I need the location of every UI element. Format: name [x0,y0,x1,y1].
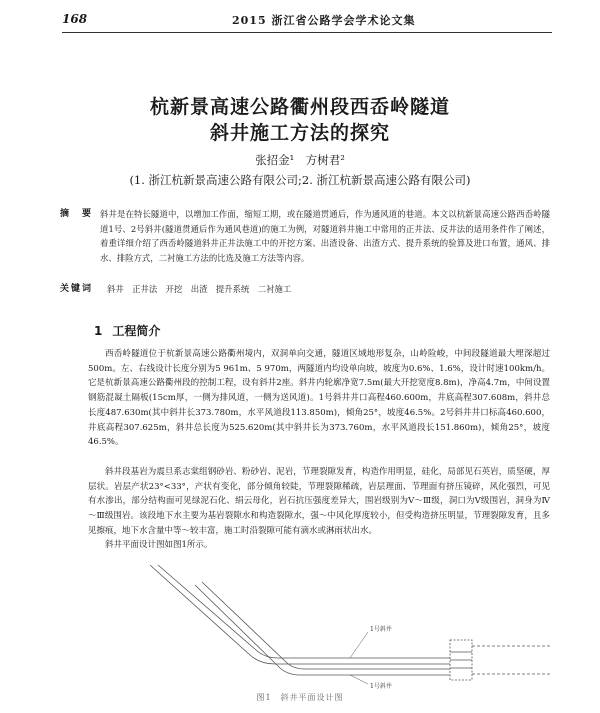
keywords-text: 斜井 正井法 开挖 出渣 提升系统 二衬施工 [107,284,292,294]
abstract-label: 摘 要 [60,209,94,219]
section-heading [94,322,160,339]
section-number: 1 [94,324,103,338]
abstract-block [60,207,550,266]
affiliations: (1. 浙江杭新景高速公路有限公司;2. 浙江杭新景高速公路有限公司) [129,173,471,187]
section-title: 工程简介 [112,324,161,338]
inclined-shaft-plan-figure [150,560,550,690]
paper-title-line-1: 杭新景高速公路衢州段西岙岭隧道 [149,96,450,118]
figure-label-lower: 1号斜井 [370,683,392,690]
journal-title: 2015 浙江省公路学会学术论文集 [232,14,416,27]
page-number: 168 [62,12,88,26]
paragraph-2: 斜井段基岩为震旦系志棠组钢砂岩、粉砂岩、泥岩，节理裂隙发育，构造作用明显，硅化，局部见石英岩，质坚硬，厚层状。岩层产状23°<33°，产状有变化，部分倾角较陡，节理裂隙稀疏，岩层理面、节理面有挤压镜碎，风化强烈，可见有水渗出，部分结构面可见绿泥石化、绢云母化，岩石抗压强度差异大，围岩级别为Ⅴ～Ⅲ级，洞口为Ⅴ级围岩，洞身为Ⅳ～Ⅲ级围岩。该段地下水主要为基岩裂隙水和构造裂隙水，强～中风化厚度较小，但受构造挤压明显，节理裂隙发育，且多见擦痕，地下水含量中等～较丰富，施工时沿裂隙可能有滴水或淋雨状出水。 [88,467,550,536]
authors: 张招金¹ 方树君² [255,153,345,167]
paragraph-3: 斜井平面设计图如图1所示。 [105,540,213,550]
keywords-label: 关键词 [60,284,94,294]
shaft-1-line-a [150,565,450,664]
figure-label-upper: 1号斜井 [370,626,392,633]
abstract-text: 斜井是在特长隧道中，以增加工作面，缩短工期，或在隧道贯通后，作为通风道的巷道。本文以杭新景高速公路西岙岭隧道1号、2号斜井(隧道贯通后作为通风巷道)的施工为例，对隧道斜井施工中常用的正井法、反井法的适用条件作了阐述，着重详细介绍了西岙岭隧道斜井正井法施工中的开挖方案、出渣设备、出渣方式、提升系统的验算及进口布置，通风、排水、排险方式，二衬施工方法的比选及施工方法等内容。 [100,209,550,264]
keywords-block [60,282,550,297]
figure-caption: 图1 斜井平面设计图 [256,693,344,702]
header-rule [62,32,552,33]
shaft-2-line-b [202,582,450,669]
paper-title-line-2: 斜井施工方法的探究 [209,122,390,144]
paragraph-1: 西岙岭隧道位于杭新景高速公路衢州境内，双洞单向交通，隧道区域地形复杂，山岭险峻，中间段隧道最大埋深超过500m。左、右线设计长度分别为5 961m、5 970m，两隧道内均设单向坡，坡度为0.6%、1.6%，设计时速100km/h。它是杭新景高速公路衢州段的控制工程，设有斜井2座。斜井内轮廓净宽7.5m(最大开挖宽度8.8m)，净高4.7m，中间设置钢筋混凝土隔板(15cm厚，一侧为排风道，一侧为送风道)。1号斜井井口高程460.600m，井底高程307.608m，斜井总长度487.630m(其中斜井长373.780m，水平风道段113.850m)，倾角25°，坡度46.5%。2号斜井井口标高460.600，井底高程307.625m，斜井总长度为525.620m(其中斜井长为373.760m，水平风道段长151.860m)，倾角25°，坡度46.5%。 [88,349,550,448]
running-header [62,10,552,30]
